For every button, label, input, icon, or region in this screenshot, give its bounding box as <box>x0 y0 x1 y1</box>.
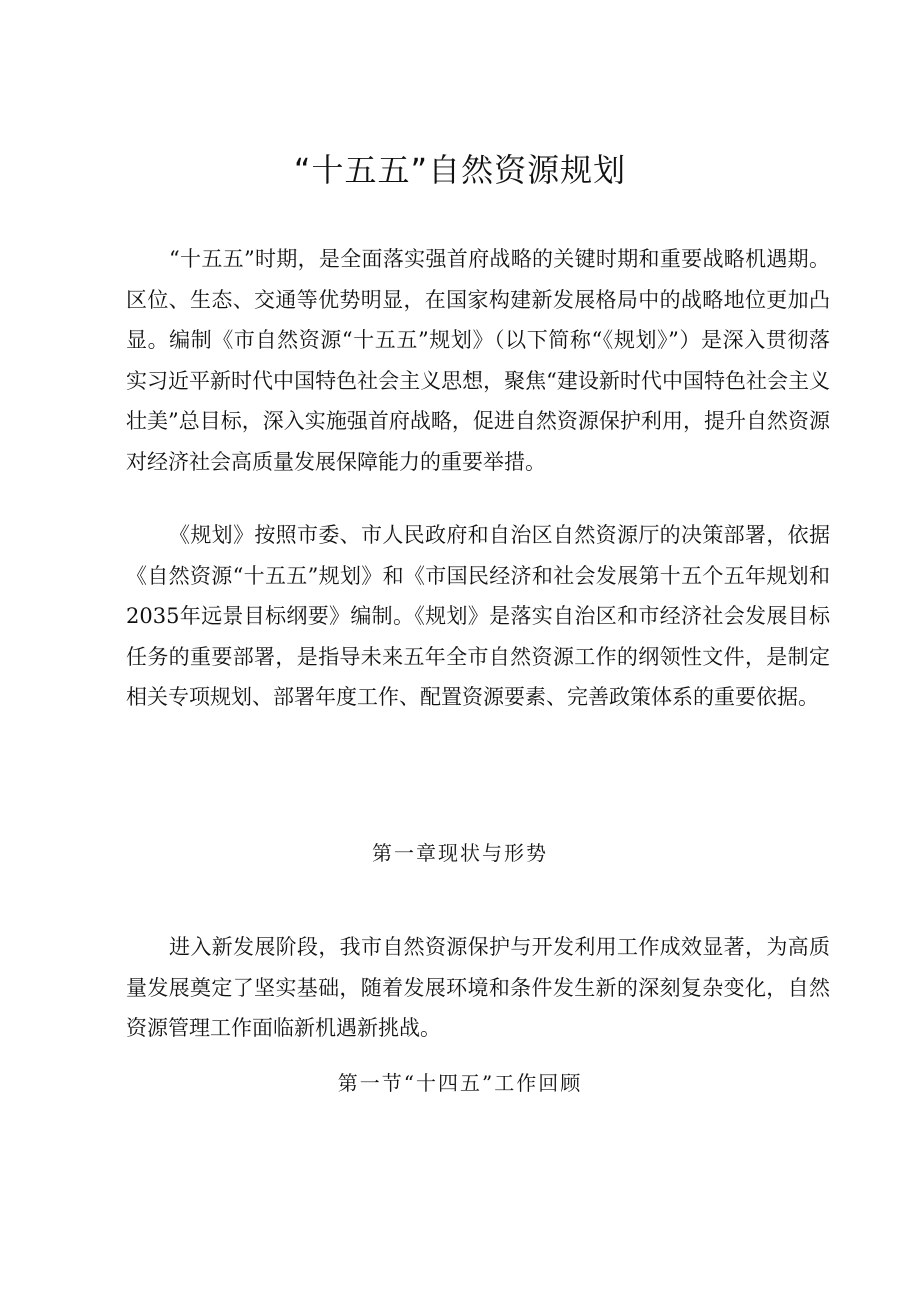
chapter-heading: 第一章现状与形势 <box>372 841 548 865</box>
chapter-paragraph: 进入新发展阶段，我市自然资源保护与开发利用工作成效显著，为高质量发展奠定了坚实基础，随着发展环境和条件发生新的深刻复杂变化，自然资源管理工作面临新机遇新挑战。 <box>126 935 830 1041</box>
intro-paragraph-1: “十五五”时期，是全面落实强首府战略的关键时期和重要战略机遇期。区位、生态、交通等优势明显，在国家构建新发展格局中的战略地位更加凸显。编制《市自然资源“十五五”规划》（以下简称“《规划》”）是深入贯彻落实习近平新时代中国特色社会主义思想，聚焦“建设新时代中国特色社会主义壮美”总目标，深入实施强首府战略，促进自然资源保护利用，提升自然资源对经济社会高质量发展保障能力的重要举措。 <box>126 247 830 474</box>
section-heading: 第一节“十四五”工作回顾 <box>337 1071 583 1095</box>
document-title: “十五五”自然资源规划 <box>293 151 627 189</box>
intro-paragraph-2: 《规划》按照市委、市人民政府和自治区自然资源厅的决策部署，依据《自然资源“十五五”规划》和《市国民经济和社会发展第十五个五年规划和2035年远景目标纲要》编制。《规划》是落实自治区和市经济社会发展目标任务的重要部署，是指导未来五年全市自然资源工作的纲领性文件，是制定相关专项规划、部署年度工作、配置资源要素、完善政策体系的重要依据。 <box>126 523 830 710</box>
